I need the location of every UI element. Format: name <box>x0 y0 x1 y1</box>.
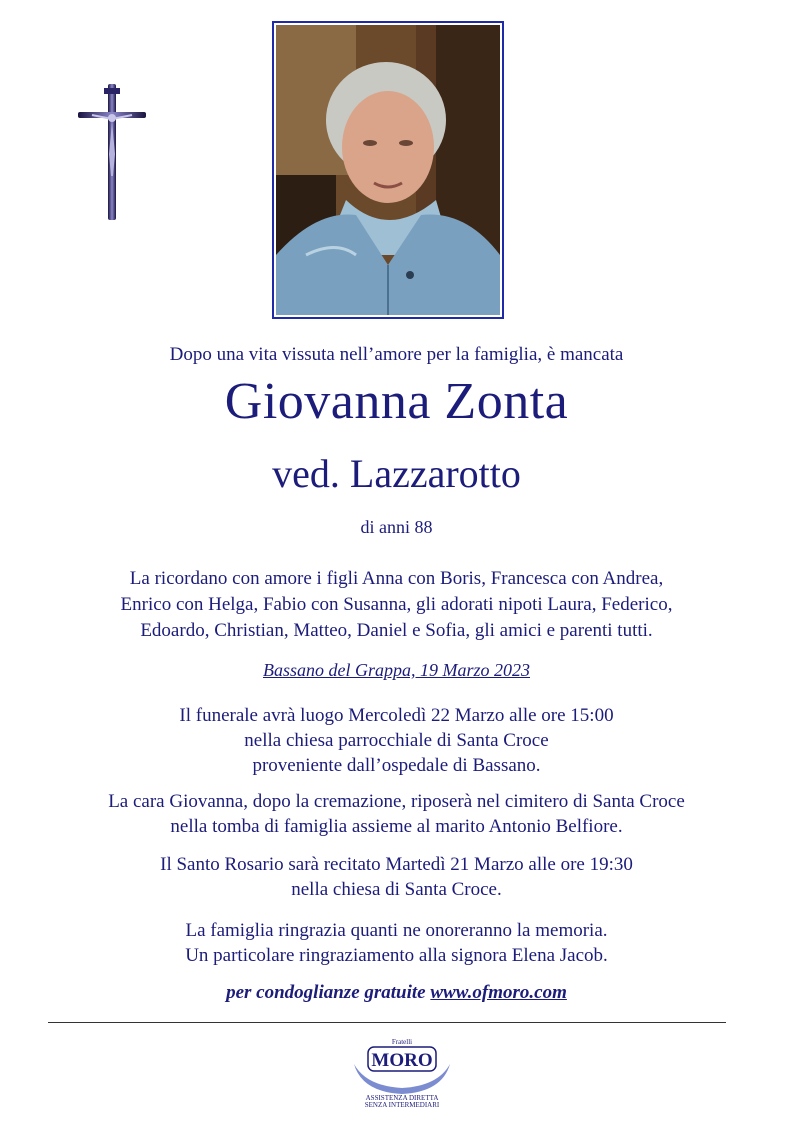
rosary-paragraph: Il Santo Rosario sarà recitato Martedì 21 Marzo alle ore 19:30 nella chiesa di Santa Croce. <box>160 854 633 900</box>
funeral-paragraph: Il funerale avrà luogo Mercoledì 22 Marzo alle ore 15:00 nella chiesa parrocchiale di Santa Croce proveniente dall’ospedale di Bassano. <box>179 705 614 776</box>
moro-logo <box>346 1034 458 1108</box>
portrait-photo <box>272 21 504 319</box>
age-text: di anni 88 <box>360 517 433 537</box>
crucifix-icon <box>78 84 146 222</box>
family-paragraph: La ricordano con amore i figli Anna con Boris, Francesca con Andrea, Enrico con Helga, Fabio con Susanna, gli adorati nipoti Laura, Federico, Edoardo, Christian, Matteo, Daniel e Sofia, gli amici e parenti tutti. <box>120 568 673 641</box>
logo-line1: ASSISTENZA DIRETTA <box>365 1094 439 1102</box>
deceased-name: Giovanna Zonta <box>224 373 569 430</box>
logo-main-text: MORO <box>371 1050 433 1071</box>
condolence-text: per condoglianze gratuite <box>226 982 426 1003</box>
intro-text: Dopo una vita vissuta nell’amore per la famiglia, è mancata <box>169 344 624 365</box>
burial-paragraph: La cara Giovanna, dopo la cremazione, riposerà nel cimitero di Santa Croce nella tomba di famiglia assieme al marito Antonio Belfiore. <box>108 791 685 837</box>
logo-top-text: Fratelli <box>391 1038 413 1046</box>
logo-line2: SENZA INTERMEDIARI <box>364 1101 440 1108</box>
married-name: ved. Lazzarotto <box>272 451 521 496</box>
divider <box>48 1022 726 1023</box>
thanks-paragraph: La famiglia ringrazia quanti ne onoreranno la memoria. Un particolare ringraziamento alla signora Elena Jacob. <box>185 920 608 966</box>
condolence-line <box>0 982 793 1004</box>
place-date: Bassano del Grappa, 19 Marzo 2023 <box>262 660 530 680</box>
condolence-link[interactable]: www.ofmoro.com <box>430 982 567 1003</box>
